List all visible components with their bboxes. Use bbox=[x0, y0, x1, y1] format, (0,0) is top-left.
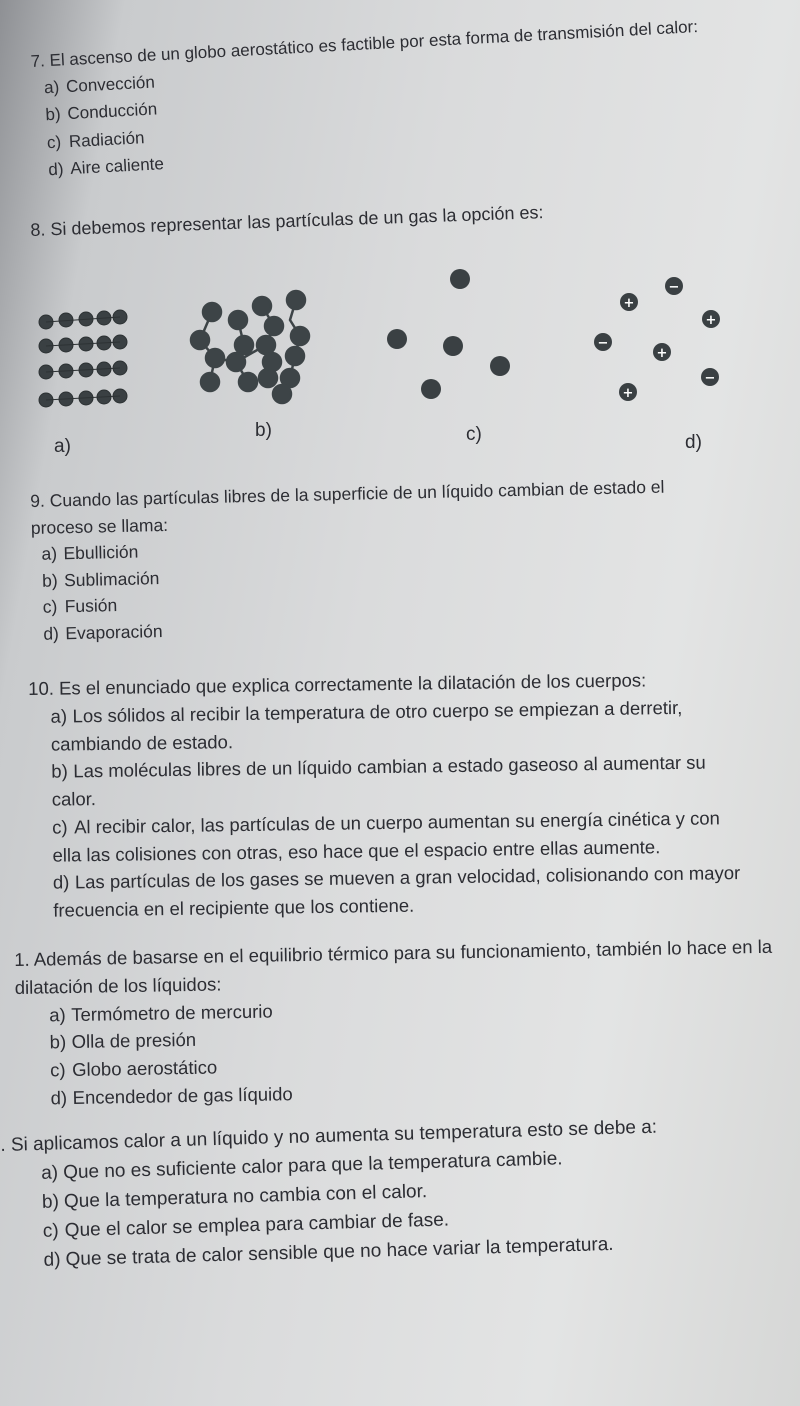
option-10d[interactable]: d) Las partículas de los gases se mueven a gran velocidad, colisionando con mayor frecuencia en el recipiente que los contiene. bbox=[52, 862, 741, 921]
option-11c[interactable]: c) Globo aerostático bbox=[49, 1056, 218, 1081]
question-8-stem: 8. Si debemos representar las partículas de un gas la opción es: bbox=[30, 202, 544, 240]
option-12a[interactable]: a) Que no es suficiente calor para que la temperatura cambie. bbox=[40, 1148, 563, 1184]
option-10b[interactable]: b) Las moléculas libres de un líquido cambian a estado gaseoso al aumentar su calor. bbox=[51, 751, 706, 810]
option-7d[interactable]: d) Aire caliente bbox=[47, 153, 165, 179]
option-7b[interactable]: b) Conducción bbox=[45, 99, 158, 125]
question-10 bbox=[28, 665, 751, 925]
particle-diagrams bbox=[0, 0, 800, 470]
option-10c[interactable]: c) Al recibir calor, las partículas de un cuerpo aumentan su energía cinética y con ella las colisiones con otras, eso hace que el espacio entre ellas aumente. bbox=[51, 807, 721, 866]
svg-text:+: + bbox=[622, 386, 634, 401]
option-11a[interactable]: a) Termómetro de mercurio bbox=[49, 999, 273, 1025]
question-12-stem: . Si aplicamos calor a un líquido y no aumenta su temperatura esto se debe a: bbox=[0, 1116, 658, 1156]
svg-text:+: + bbox=[705, 313, 717, 328]
svg-text:−: − bbox=[704, 371, 716, 386]
question-7-stem: 7. El ascenso de un globo aerostático es factible por esta forma de transmisión del calor: bbox=[30, 17, 699, 71]
svg-text:+: + bbox=[623, 296, 635, 311]
option-9a[interactable]: a) Ebullición bbox=[41, 541, 139, 564]
option-12b[interactable]: b) Que la temperatura no cambia con el calor. bbox=[41, 1180, 428, 1213]
figure-label-a[interactable]: a) bbox=[54, 436, 71, 457]
option-7c[interactable]: c) Radiación bbox=[46, 127, 145, 152]
option-9d[interactable]: d) Evaporación bbox=[43, 621, 163, 644]
figure-a-solid-lattice[interactable] bbox=[39, 310, 127, 407]
question-12 bbox=[0, 1110, 784, 1276]
option-9c[interactable]: c) Fusión bbox=[42, 595, 118, 618]
option-12d[interactable]: d) Que se trata de calor sensible que no hace variar la temperatura. bbox=[43, 1233, 614, 1271]
question-9-stem: 9. Cuando las partículas libres de la superficie de un líquido cambian de estado el proceso se llama: bbox=[30, 476, 665, 538]
option-11d[interactable]: d) Encendedor de gas líquido bbox=[50, 1082, 293, 1109]
option-7a[interactable]: a) Convección bbox=[43, 72, 156, 98]
option-10a[interactable]: a) Los sólidos al recibir la temperatura de otro cuerpo se empiezan a derretir, cambiando de estado. bbox=[50, 696, 683, 755]
question-11-stem: 1. Además de basarse en el equilibrio térmico para su funcionamiento, también lo hace en la dilatación de los líquidos: bbox=[14, 935, 773, 998]
svg-text:−: − bbox=[597, 336, 609, 351]
figure-c-gas-particles[interactable] bbox=[387, 269, 510, 399]
option-12c[interactable]: c) Que el calor se emplea para cambiar de fase. bbox=[42, 1209, 450, 1242]
question-10-stem: 10. Es el enunciado que explica correctamente la dilatación de los cuerpos: bbox=[28, 669, 647, 699]
question-11 bbox=[14, 933, 777, 1113]
question-9 bbox=[30, 472, 733, 647]
option-9b[interactable]: b) Sublimación bbox=[41, 567, 160, 591]
figure-label-d[interactable]: d) bbox=[685, 432, 702, 453]
svg-text:+: + bbox=[656, 346, 668, 361]
figure-d-ions[interactable] bbox=[594, 277, 720, 401]
option-11b[interactable]: b) Olla de presión bbox=[49, 1029, 197, 1053]
figure-label-b[interactable]: b) bbox=[255, 420, 272, 441]
figure-label-c[interactable]: c) bbox=[466, 424, 482, 445]
svg-text:−: − bbox=[668, 280, 680, 295]
figure-b-liquid-chains[interactable] bbox=[191, 291, 309, 403]
